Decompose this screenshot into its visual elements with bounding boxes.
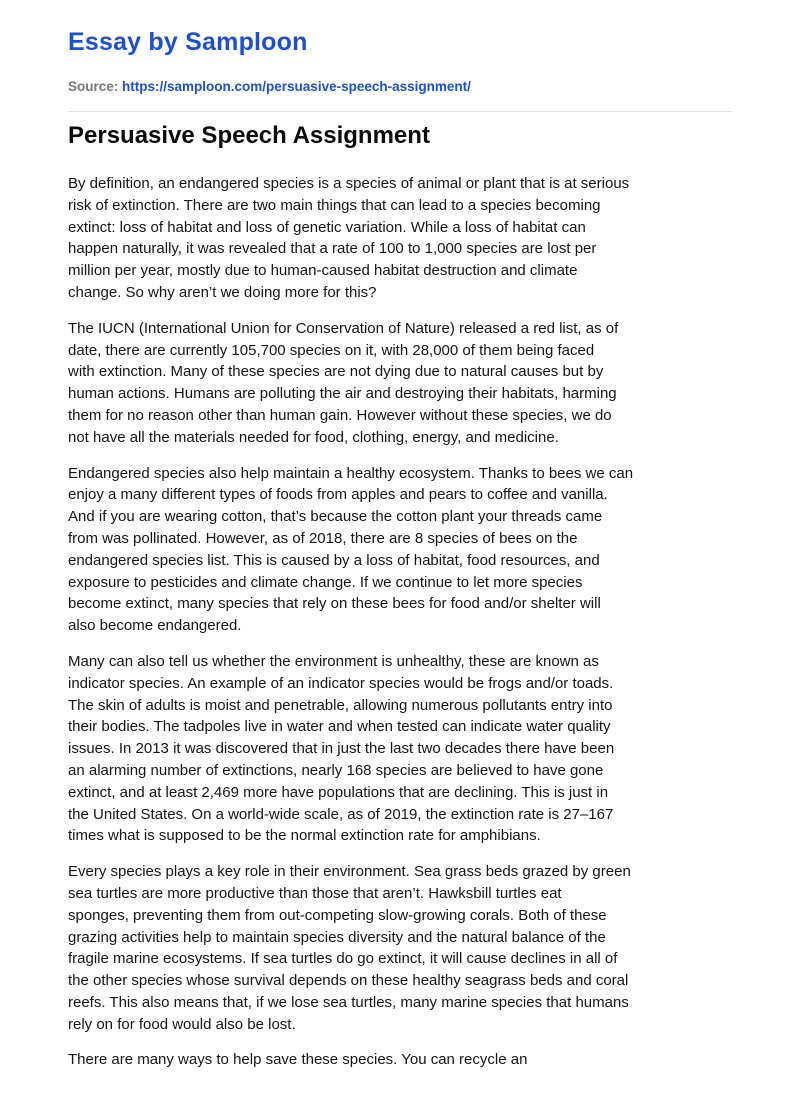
paragraph-line: risk of extinction. There are two main things that can lead to a species becoming [68, 196, 601, 214]
paragraph-line: Endangered species also help maintain a healthy ecosystem. Thanks to bees we can [68, 464, 634, 482]
paragraph-line: rely on for food would also be lost. [68, 1015, 296, 1033]
paragraph-line: The IUCN (International Union for Conservation of Nature) released a red list, as of [68, 319, 619, 337]
divider [68, 111, 732, 112]
source-link[interactable]: https://samploon.com/persuasive-speech-assignment/ [122, 79, 471, 94]
paragraph-line: By definition, an endangered species is a species of animal or plant that is at serious [68, 175, 630, 192]
paragraph-line: an alarming number of extinctions, nearly 168 species are believed to have gone [68, 761, 604, 779]
site-brand: Essay by Samploon [68, 28, 308, 56]
paragraph-line: The skin of adults is moist and penetrable, allowing numerous pollutants entry into [68, 696, 613, 714]
paragraph-line: the United States. On a world-wide scale, as of 2019, the extinction rate is 27–167 [68, 805, 614, 823]
paragraph-line: the other species whose survival depends on these healthy seagrass beds and coral [68, 972, 629, 990]
paragraph-line: issues. In 2013 it was discovered that in just the last two decades there have been [68, 740, 615, 758]
paragraph-line: endangered species list. This is caused by a loss of habitat, food resources, and [68, 551, 600, 569]
paragraph-line: human actions. Humans are polluting the air and destroying their habitats, harming [68, 385, 617, 403]
paragraph-line: fragile marine ecosystems. If sea turtles do go extinct, it will cause declines in all of [68, 950, 618, 968]
paragraph-line: their bodies. The tadpoles live in water and when tested can indicate water quality [68, 718, 611, 736]
essay-paragraph [68, 173, 738, 304]
source-line [68, 79, 471, 94]
paragraph-line: date, there are currently 105,700 species on it, with 28,000 of them being faced [68, 341, 595, 359]
essay-body [68, 173, 738, 1085]
paragraph-line: extinct: loss of habitat and loss of genetic variation. While a loss of habitat can [68, 218, 586, 236]
paragraph-line: And if you are wearing cotton, that’s because the cotton plant your threads came [68, 508, 603, 526]
paragraph-line: Every species plays a key role in their environment. Sea grass beds grazed by green [68, 863, 631, 881]
source-label: Source: [68, 79, 119, 94]
paragraph-line: happen naturally, it was revealed that a rate of 100 to 1,000 species are lost per [68, 240, 597, 258]
paragraph-line: them for no reason other than human gain. However without these species, we do [68, 406, 612, 424]
paragraph-line: There are many ways to help save these species. You can recycle an [68, 1051, 528, 1069]
essay-paragraph [68, 651, 738, 847]
paragraph-line: become extinct, many species that rely on these bees for food and/or shelter will [68, 595, 601, 613]
paragraph-line: extinct, and at least 2,469 more have populations that are declining. This is just in [68, 783, 609, 801]
essay-paragraph [68, 318, 738, 449]
paragraph-line: sponges, preventing them from out-competing slow-growing corals. Both of these [68, 906, 607, 924]
paragraph-line: exposure to pesticides and climate change. If we continue to let more species [68, 573, 583, 591]
essay-paragraph [68, 861, 738, 1035]
page-title: Persuasive Speech Assignment [68, 122, 430, 149]
paragraph-line: from was pollinated. However, as of 2018, there are 8 species of bees on the [68, 529, 578, 547]
paragraph-line: not have all the materials needed for food, clothing, energy, and medicine. [68, 428, 559, 446]
paragraph-line: Many can also tell us whether the environment is unhealthy, these are known as [68, 652, 599, 670]
paragraph-line: indicator species. An example of an indicator species would be frogs and/or toads. [68, 674, 614, 692]
paragraph-line: also become endangered. [68, 617, 242, 635]
essay-paragraph [68, 463, 738, 637]
paragraph-line: enjoy a many different types of foods from apples and pears to coffee and vanilla. [68, 486, 608, 504]
paragraph-line: times what is supposed to be the normal extinction rate for amphibians. [68, 827, 541, 845]
paragraph-line: sea turtles are more productive than those that aren’t. Hawksbill turtles eat [68, 884, 562, 902]
paragraph-line: change. So why aren’t we doing more for this? [68, 283, 377, 301]
paragraph-line: grazing activities help to maintain species diversity and the natural balance of the [68, 928, 606, 946]
paragraph-line: million per year, mostly due to human-caused habitat destruction and climate [68, 262, 578, 280]
paragraph-line: with extinction. Many of these species are not dying due to natural causes but by [68, 363, 604, 381]
paragraph-line: reefs. This also means that, if we lose sea turtles, many marine species that humans [68, 993, 629, 1011]
essay-paragraph [68, 1049, 738, 1071]
